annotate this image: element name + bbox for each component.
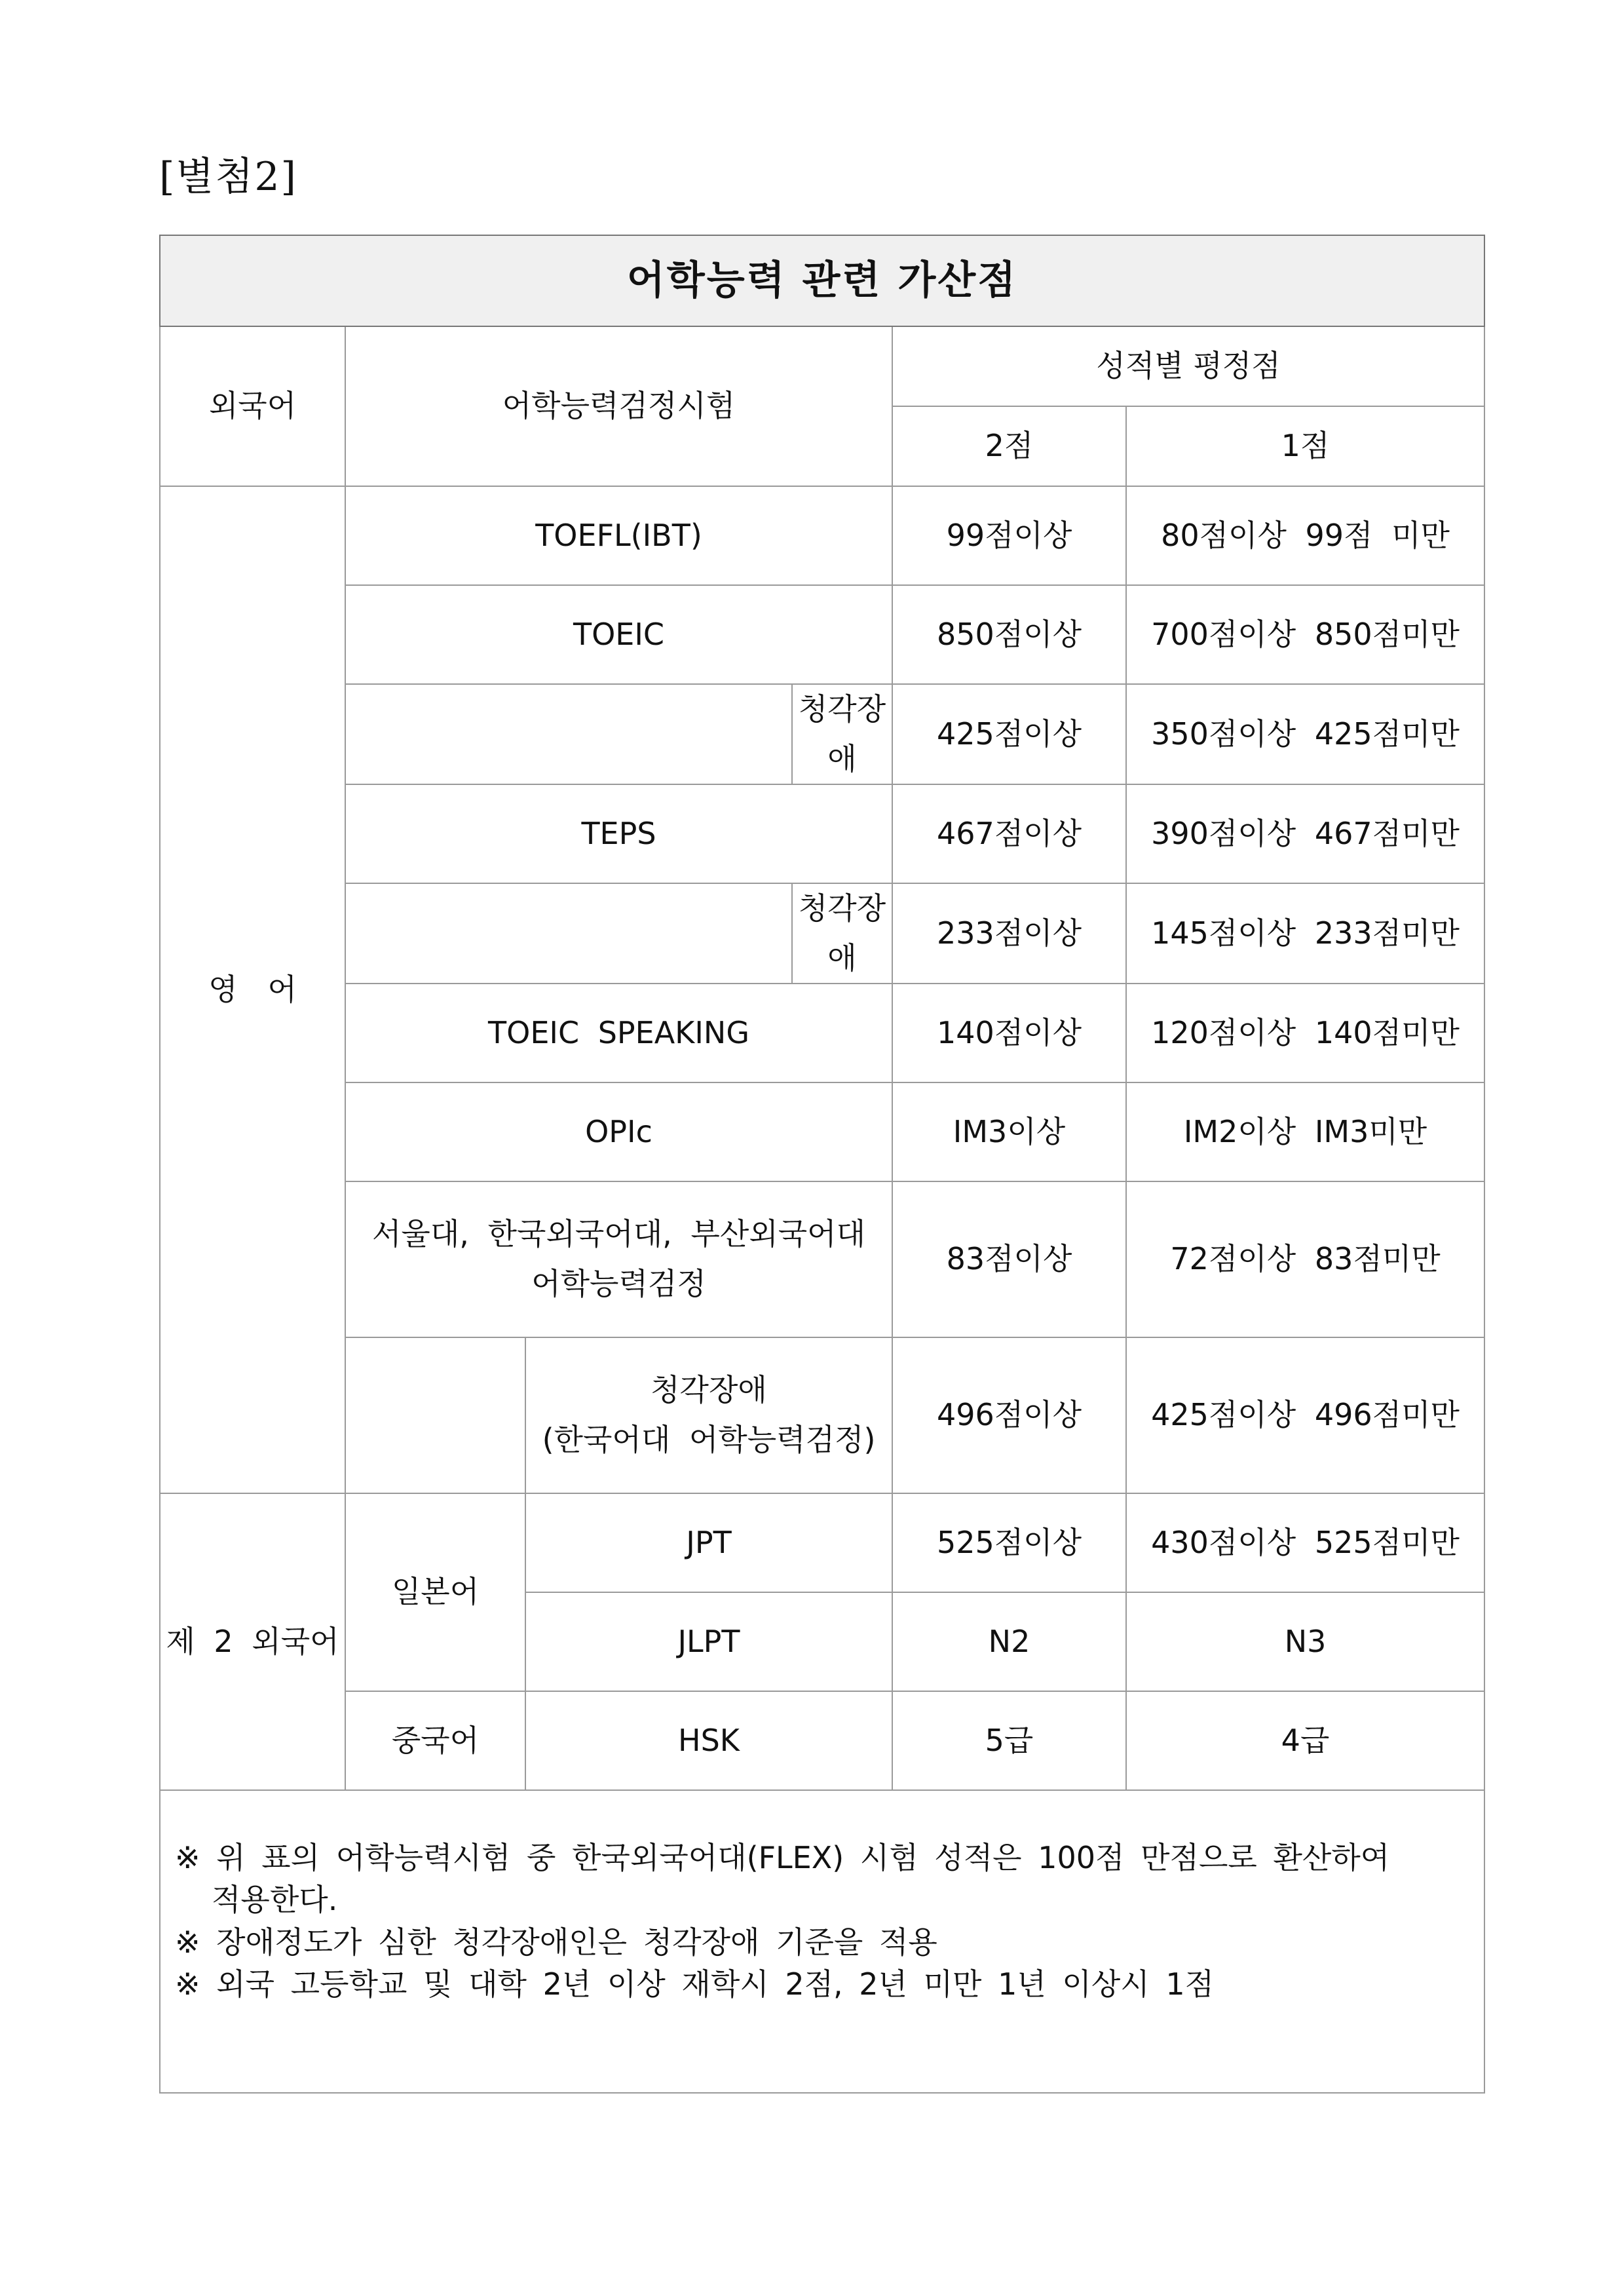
table-row (160, 684, 1484, 784)
table-row (160, 784, 1484, 883)
exam-sub-cell (345, 684, 892, 784)
table-row (160, 486, 1484, 585)
two-point-criterion: 496점이상 (892, 1337, 1126, 1493)
table-row (160, 883, 1484, 984)
table-title: 어학능력 관련 가산점 (160, 235, 1484, 326)
table-row (160, 1493, 1484, 1592)
exam-name: TOEIC SPEAKING (345, 984, 892, 1082)
exam-blank (346, 685, 793, 784)
exam-subcategory-line1: 청각장애 (651, 1372, 767, 1408)
one-point-criterion: 120점이상 140점미만 (1126, 984, 1484, 1082)
two-point-criterion: 99점이상 (892, 486, 1126, 585)
attachment-label: [별첨2] (159, 154, 297, 200)
exam-subcategory (525, 1337, 892, 1493)
one-point-criterion: 80점이상 99점 미만 (1126, 486, 1484, 585)
note-flex-conversion: ※ 위 표의 어학능력시험 중 한국외국어대(FLEX) 시험 성적은 100점 만점으로 환산하여 (175, 1840, 1390, 1875)
english-category: 영 어 (160, 486, 345, 1493)
one-point-criterion: N3 (1126, 1592, 1484, 1691)
two-point-criterion: 83점이상 (892, 1181, 1126, 1337)
two-point-criterion: 5급 (892, 1691, 1126, 1790)
table-row (160, 984, 1484, 1082)
two-point-criterion: 425점이상 (892, 684, 1126, 784)
two-point-criterion: N2 (892, 1592, 1126, 1691)
exam-name: JLPT (525, 1592, 892, 1691)
one-point-criterion: 390점이상 467점미만 (1126, 784, 1484, 883)
note-overseas-study: ※ 외국 고등학교 및 대학 2년 이상 재학시 2점, 2년 미만 1년 이상시 1점 (175, 1966, 1215, 2002)
note-hearing-impaired: ※ 장애정도가 심한 청각장애인은 청각장애 기준을 적용 (175, 1924, 937, 1960)
exam-name-line1: 서울대, 한국외국어대, 부산외국어대 (371, 1216, 866, 1252)
exam-subcategory-line2: (한국어대 어학능력검정) (542, 1422, 876, 1457)
exam-name: HSK (525, 1691, 892, 1790)
notes-cell (160, 1790, 1484, 2093)
one-point-criterion: 430점이상 525점미만 (1126, 1493, 1484, 1592)
table-row (160, 1337, 1484, 1493)
two-point-criterion: IM3이상 (892, 1082, 1126, 1181)
one-point-criterion: 700점이상 850점미만 (1126, 585, 1484, 684)
chinese-label: 중국어 (345, 1691, 525, 1790)
one-point-criterion: 145점이상 233점미만 (1126, 883, 1484, 984)
table-row (160, 1181, 1484, 1337)
one-point-criterion: 425점이상 496점미만 (1126, 1337, 1484, 1493)
note-flex-conversion-cont: 적용한다. (212, 1882, 338, 1918)
table-row (160, 1082, 1484, 1181)
japanese-label: 일본어 (345, 1493, 525, 1691)
exam-subcategory: 청각장애 (798, 691, 886, 776)
exam-name-line2: 어학능력검정 (531, 1266, 706, 1301)
exam-subcategory: 청각장애 (798, 890, 886, 976)
two-point-criterion: 140점이상 (892, 984, 1126, 1082)
exam-name: TOEFL(IBT) (345, 486, 892, 585)
one-point-criterion: 350점이상 425점미만 (1126, 684, 1484, 784)
second-language-category: 제 2 외국어 (160, 1493, 345, 1790)
language-bonus-table (159, 235, 1485, 2094)
exam-sub-cell (345, 883, 892, 984)
exam-name: TOEIC (345, 585, 892, 684)
exam-name: TEPS (345, 784, 892, 883)
one-point-criterion: 4급 (1126, 1691, 1484, 1790)
exam-blank (345, 1337, 525, 1493)
header-exam: 어학능력검정시험 (345, 326, 892, 486)
exam-name: JPT (525, 1493, 892, 1592)
exam-blank (346, 884, 793, 983)
two-point-criterion: 525점이상 (892, 1493, 1126, 1592)
two-point-criterion: 850점이상 (892, 585, 1126, 684)
one-point-criterion: 72점이상 83점미만 (1126, 1181, 1484, 1337)
two-point-criterion: 467점이상 (892, 784, 1126, 883)
header-foreign-language: 외국어 (160, 326, 345, 486)
table-row (160, 1691, 1484, 1790)
header-one-point: 1점 (1126, 406, 1484, 486)
one-point-criterion: IM2이상 IM3미만 (1126, 1082, 1484, 1181)
header-two-points: 2점 (892, 406, 1126, 486)
two-point-criterion: 233점이상 (892, 883, 1126, 984)
header-score-group: 성적별 평정점 (892, 326, 1484, 406)
table-row (160, 585, 1484, 684)
exam-name: OPIc (345, 1082, 892, 1181)
exam-name (345, 1181, 892, 1337)
